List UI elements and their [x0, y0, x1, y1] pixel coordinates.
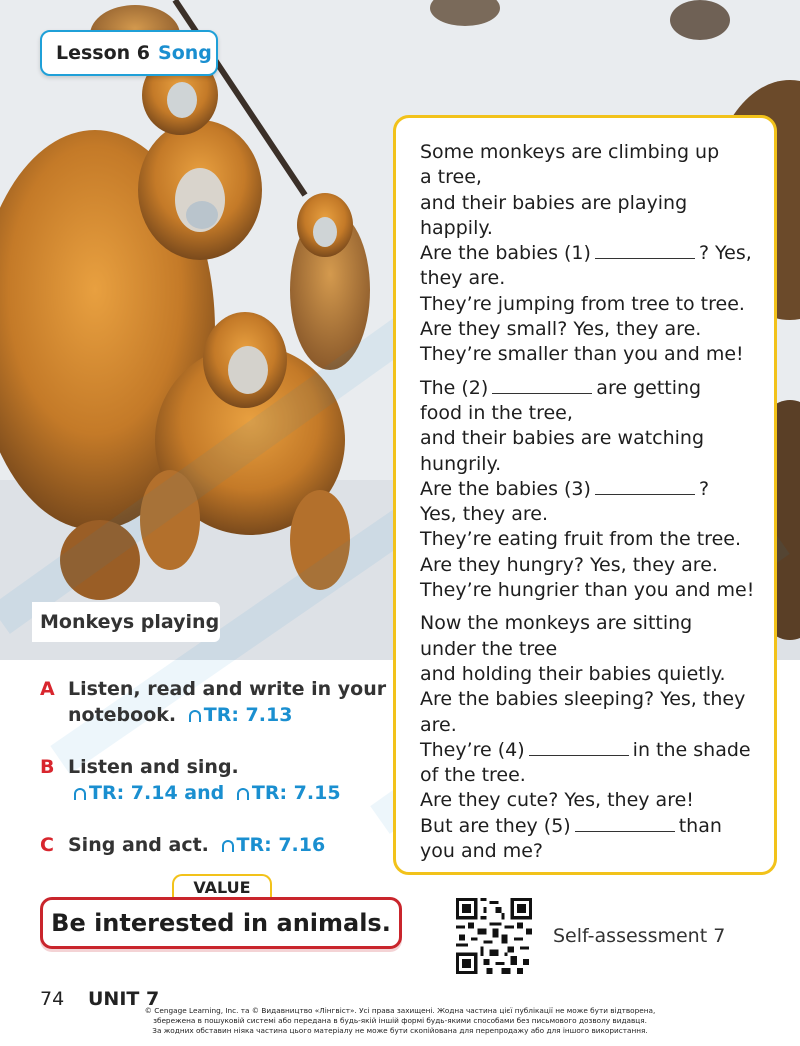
lyric-after-blank: ? Yes,: [698, 242, 752, 265]
lesson-tag: [40, 30, 218, 76]
audio-track-link[interactable]: [216, 834, 326, 856]
song-stanza: [420, 611, 756, 864]
page-number: 74: [40, 988, 65, 1010]
song-stanza: [420, 140, 756, 368]
lyric-line: They’re hungrier than you and me!: [420, 579, 755, 602]
audio-track-link[interactable]: [231, 782, 341, 804]
lyric-line: happily.: [420, 216, 493, 239]
lyric-line: they are.: [420, 267, 506, 290]
fill-in-blank: [595, 480, 695, 495]
lyric-before-blank: But are they (5): [420, 814, 571, 837]
lyric-line: [420, 738, 756, 763]
self-assessment-link[interactable]: Self-assessment 7: [553, 925, 726, 947]
copyright-line: © Cengage Learning, Inc. та © Видавництво «Лінгвіст». Усі права захищені. Жодна частина цієї публікації не може бути відтворена,: [144, 1006, 656, 1015]
activity-text: Sing and act.: [68, 834, 209, 856]
activity-instruction: [68, 676, 390, 728]
headphones-icon: [189, 710, 201, 722]
lyric-before-blank: Are the babies (1): [420, 242, 591, 265]
lyric-line: Are they small? Yes, they are.: [420, 318, 702, 341]
lyric-line: a tree,: [420, 166, 482, 189]
value-label: VALUE: [172, 874, 272, 900]
photo-caption: Monkeys playing: [32, 602, 220, 642]
activity-letter: C: [40, 834, 54, 856]
lyric-before-blank: Are the babies (3): [420, 477, 591, 500]
fill-in-blank: [529, 741, 629, 756]
activity-instruction: [68, 754, 390, 806]
unit-label: UNIT 7: [88, 988, 160, 1010]
lyric-line: [420, 477, 756, 502]
copyright-notice: [0, 1006, 800, 1036]
lyric-before-blank: They’re (4): [420, 738, 525, 761]
lyric-line: They’re eating fruit from the tree.: [420, 528, 741, 551]
headphones-icon: [74, 788, 86, 800]
lyric-line: and holding their babies quietly.: [420, 662, 726, 685]
copyright-line: збережена в пошуковій системі або передана в будь-якій іншій формі будь-якими способами без письмового дозволу видавця.: [153, 1016, 647, 1025]
lyric-line: Yes, they are.: [420, 503, 548, 526]
lyric-line: food in the tree,: [420, 401, 573, 424]
audio-track-label: TR: 7.14 and: [89, 782, 225, 804]
lyric-after-blank: than: [678, 814, 722, 837]
song-stanza: [420, 376, 756, 604]
headphones-icon: [237, 788, 249, 800]
lyric-line: They’re jumping from tree to tree.: [420, 292, 745, 315]
activity-text: Listen and sing.: [68, 756, 239, 778]
lyric-line: of the tree.: [420, 764, 526, 787]
lyric-after-blank: in the shade: [632, 738, 751, 761]
lyric-line: Some monkeys are climbing up: [420, 141, 720, 163]
activity-instruction: [68, 832, 325, 858]
lyric-line: and their babies are playing: [420, 191, 688, 214]
audio-track-link[interactable]: [68, 782, 224, 804]
lesson-number: Lesson 6: [56, 42, 151, 64]
activity-text: Listen, read and write in your notebook.: [68, 678, 387, 726]
lyric-line: [420, 814, 756, 839]
lyric-line: Are they hungry? Yes, they are.: [420, 553, 718, 576]
value-statement: Be interested in animals.: [40, 897, 402, 949]
activity-list: [40, 676, 390, 884]
qr-code-icon[interactable]: [456, 898, 532, 974]
headphones-icon: [222, 840, 234, 852]
lyric-after-blank: are getting: [596, 376, 702, 399]
lyric-line: hungrily.: [420, 452, 502, 475]
lyric-line: They’re smaller than you and me!: [420, 343, 744, 366]
lyric-line: you and me?: [420, 840, 544, 863]
lesson-type: Song: [158, 42, 212, 64]
audio-track-link[interactable]: [183, 704, 293, 726]
activity-item: [40, 676, 390, 728]
activity-letter: B: [40, 756, 55, 778]
activity-item: [40, 754, 390, 806]
lyric-line: [420, 376, 756, 401]
fill-in-blank: [595, 244, 695, 259]
lyric-line: under the tree: [420, 637, 558, 660]
song-lyrics-box: [393, 115, 777, 875]
audio-track-label: TR: 7.16: [236, 834, 326, 856]
lyric-line: are.: [420, 713, 457, 736]
activity-letter: A: [40, 678, 55, 700]
fill-in-blank: [492, 379, 592, 394]
audio-track-label: TR: 7.15: [251, 782, 341, 804]
activity-item: [40, 832, 390, 858]
lyric-after-blank: ?: [698, 477, 710, 500]
audio-track-label: TR: 7.13: [203, 704, 293, 726]
copyright-line: За жодних обставин ніяка частина цього матеріалу не може бути скопійована для перепродажу або для іншого використання.: [152, 1026, 648, 1035]
lyric-line: Are the babies sleeping? Yes, they: [420, 688, 746, 711]
lyric-line: [420, 241, 756, 266]
lyric-line: and their babies are watching: [420, 427, 705, 450]
lyric-line: Now the monkeys are sitting: [420, 612, 693, 635]
lyric-line: Are they cute? Yes, they are!: [420, 789, 694, 812]
lyric-before-blank: The (2): [420, 376, 489, 399]
fill-in-blank: [575, 817, 675, 832]
